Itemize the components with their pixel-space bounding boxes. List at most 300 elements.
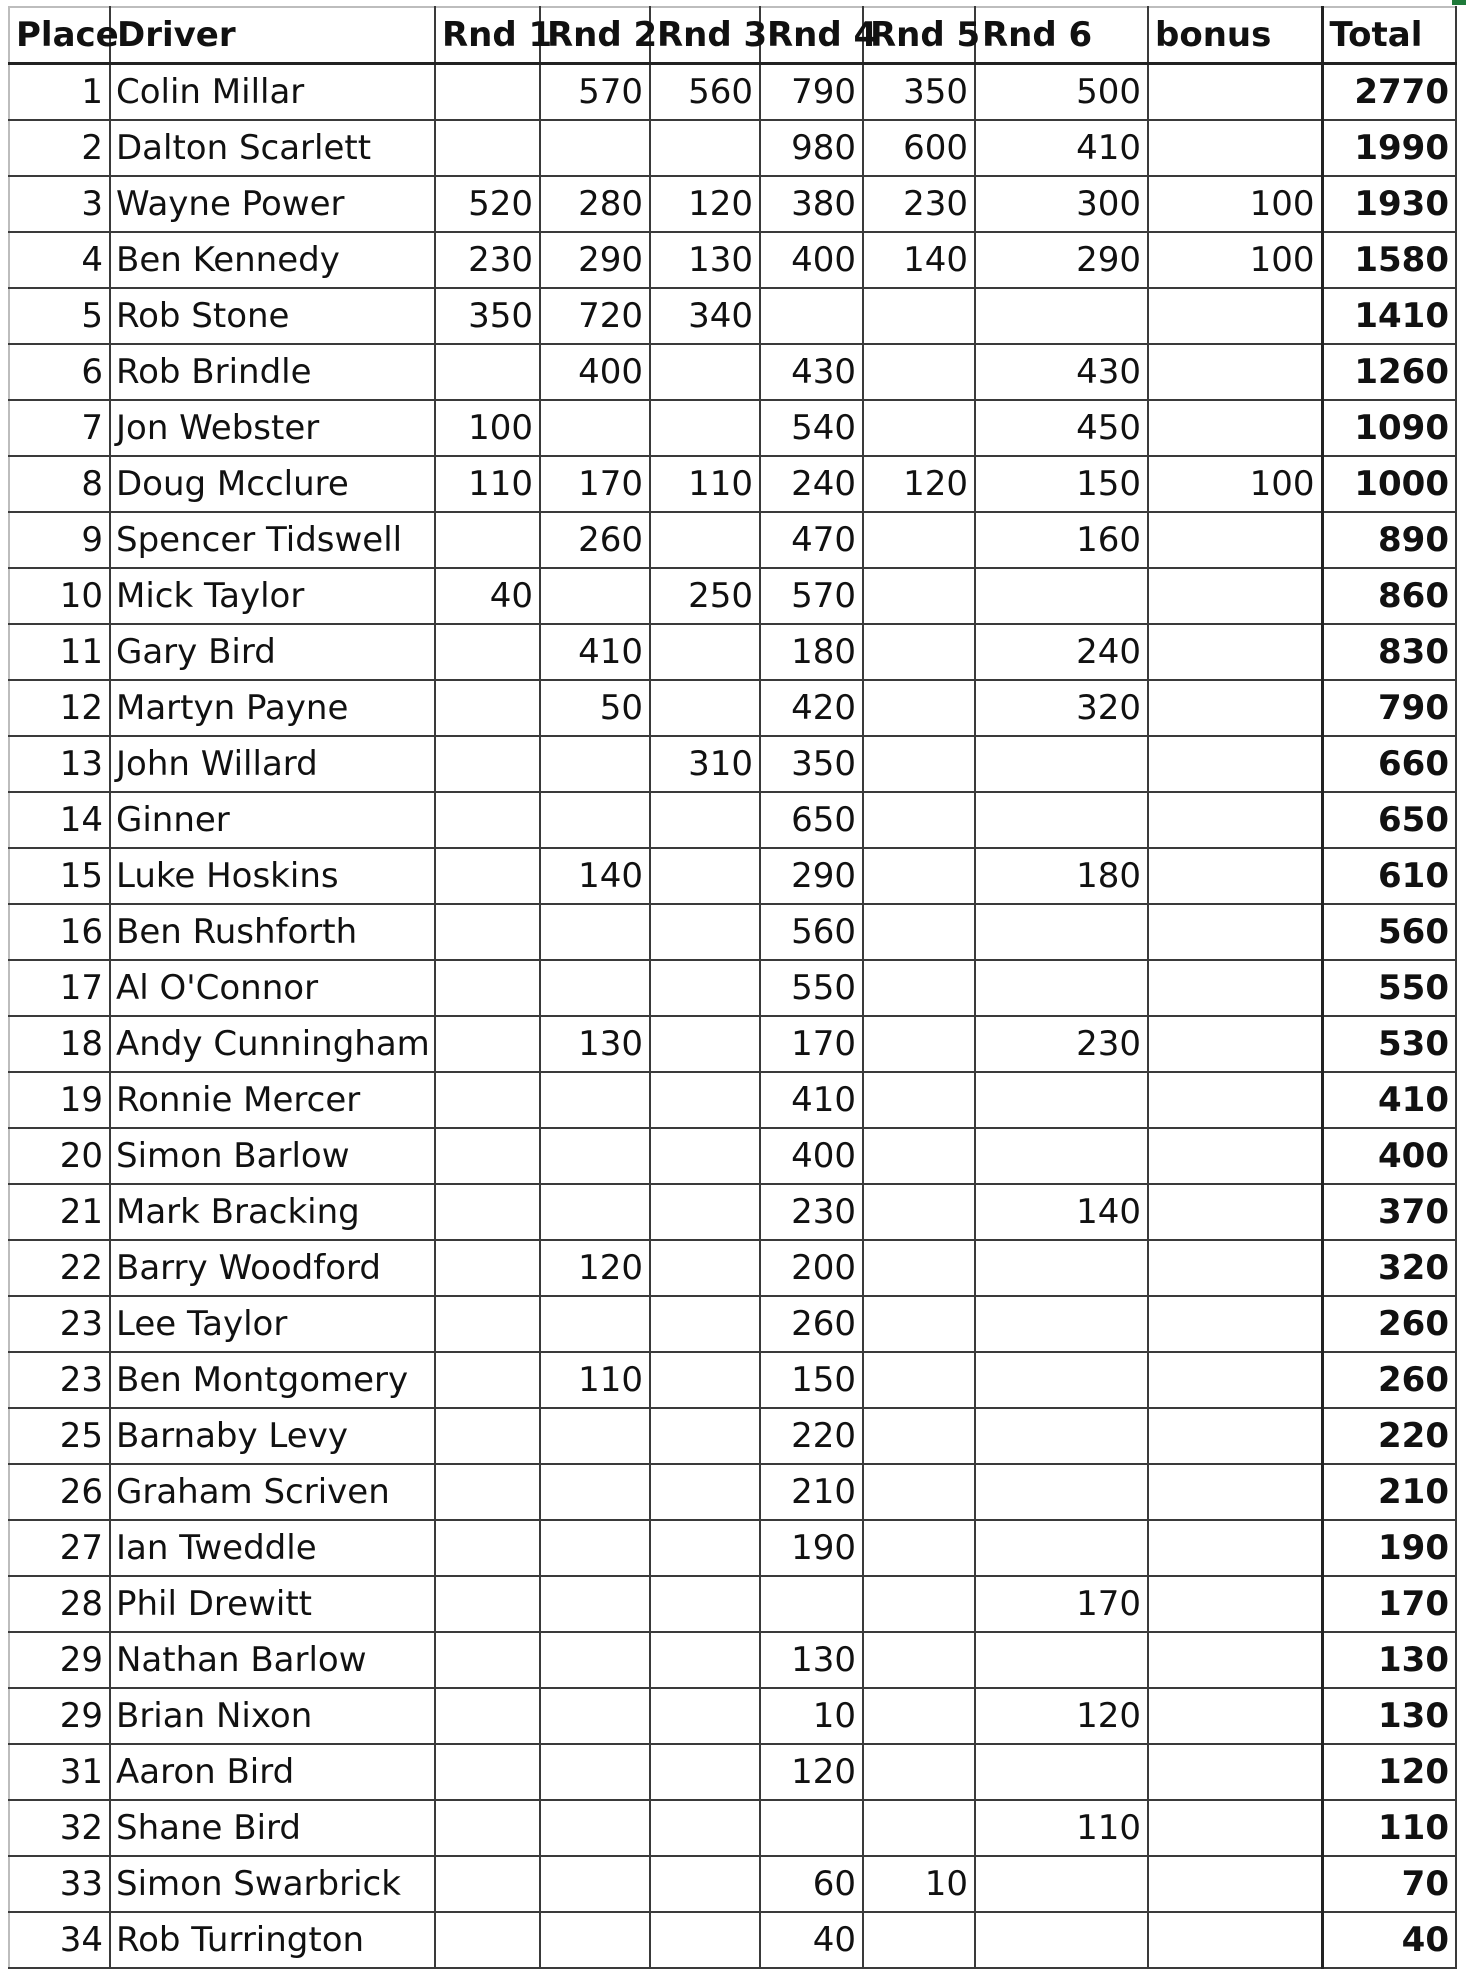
rnd-3-cell[interactable]: [650, 624, 760, 680]
rnd-3-cell[interactable]: [650, 1016, 760, 1072]
rnd-2-cell[interactable]: [540, 1184, 650, 1240]
driver-cell[interactable]: Ginner: [110, 792, 435, 848]
rnd-5-cell[interactable]: [863, 568, 975, 624]
rnd-6-cell[interactable]: [975, 792, 1148, 848]
rnd-5-cell[interactable]: 600: [863, 120, 975, 176]
place-cell[interactable]: 15: [9, 848, 110, 904]
rnd-5-cell[interactable]: [863, 1128, 975, 1184]
driver-cell[interactable]: Al O'Connor: [110, 960, 435, 1016]
header-driver[interactable]: Driver: [110, 7, 435, 64]
bonus-cell[interactable]: [1148, 1128, 1322, 1184]
place-cell[interactable]: 29: [9, 1688, 110, 1744]
rnd-5-cell[interactable]: [863, 624, 975, 680]
rnd-6-cell[interactable]: 410: [975, 120, 1148, 176]
rnd-4-cell[interactable]: 420: [760, 680, 863, 736]
rnd-2-cell[interactable]: 400: [540, 344, 650, 400]
rnd-4-cell[interactable]: 290: [760, 848, 863, 904]
rnd-2-cell[interactable]: [540, 1912, 650, 1968]
driver-cell[interactable]: Doug Mcclure: [110, 456, 435, 512]
rnd-3-cell[interactable]: [650, 120, 760, 176]
place-cell[interactable]: 31: [9, 1744, 110, 1800]
header-rnd-2[interactable]: Rnd 2: [540, 7, 650, 64]
rnd-2-cell[interactable]: [540, 960, 650, 1016]
rnd-4-cell[interactable]: 540: [760, 400, 863, 456]
rnd-2-cell[interactable]: [540, 400, 650, 456]
place-cell[interactable]: 34: [9, 1912, 110, 1968]
total-cell[interactable]: 560: [1322, 904, 1456, 960]
rnd-2-cell[interactable]: 50: [540, 680, 650, 736]
driver-cell[interactable]: Rob Stone: [110, 288, 435, 344]
total-cell[interactable]: 2770: [1322, 64, 1456, 121]
driver-cell[interactable]: Spencer Tidswell: [110, 512, 435, 568]
driver-cell[interactable]: Jon Webster: [110, 400, 435, 456]
bonus-cell[interactable]: [1148, 680, 1322, 736]
bonus-cell[interactable]: [1148, 1856, 1322, 1912]
bonus-cell[interactable]: [1148, 1072, 1322, 1128]
rnd-1-cell[interactable]: [435, 792, 540, 848]
bonus-cell[interactable]: 100: [1148, 232, 1322, 288]
rnd-5-cell[interactable]: [863, 1184, 975, 1240]
rnd-2-cell[interactable]: [540, 1520, 650, 1576]
bonus-cell[interactable]: [1148, 1632, 1322, 1688]
header-bonus[interactable]: bonus: [1148, 7, 1322, 64]
rnd-1-cell[interactable]: [435, 1800, 540, 1856]
rnd-3-cell[interactable]: [650, 904, 760, 960]
total-cell[interactable]: 170: [1322, 1576, 1456, 1632]
rnd-6-cell[interactable]: 140: [975, 1184, 1148, 1240]
rnd-3-cell[interactable]: [650, 792, 760, 848]
driver-cell[interactable]: Barry Woodford: [110, 1240, 435, 1296]
rnd-6-cell[interactable]: 500: [975, 64, 1148, 121]
bonus-cell[interactable]: [1148, 64, 1322, 121]
total-cell[interactable]: 860: [1322, 568, 1456, 624]
rnd-5-cell[interactable]: [863, 1800, 975, 1856]
place-cell[interactable]: 28: [9, 1576, 110, 1632]
rnd-3-cell[interactable]: [650, 1688, 760, 1744]
header-rnd-3[interactable]: Rnd 3: [650, 7, 760, 64]
rnd-4-cell[interactable]: [760, 1576, 863, 1632]
rnd-6-cell[interactable]: [975, 904, 1148, 960]
rnd-3-cell[interactable]: 340: [650, 288, 760, 344]
bonus-cell[interactable]: [1148, 1912, 1322, 1968]
header-rnd-4[interactable]: Rnd 4: [760, 7, 863, 64]
rnd-2-cell[interactable]: [540, 1128, 650, 1184]
rnd-5-cell[interactable]: [863, 1632, 975, 1688]
rnd-2-cell[interactable]: 130: [540, 1016, 650, 1072]
rnd-5-cell[interactable]: [863, 1016, 975, 1072]
rnd-4-cell[interactable]: 60: [760, 1856, 863, 1912]
header-place[interactable]: Place: [9, 7, 110, 64]
rnd-4-cell[interactable]: 470: [760, 512, 863, 568]
place-cell[interactable]: 7: [9, 400, 110, 456]
rnd-3-cell[interactable]: [650, 344, 760, 400]
rnd-5-cell[interactable]: [863, 792, 975, 848]
rnd-1-cell[interactable]: [435, 1520, 540, 1576]
rnd-3-cell[interactable]: [650, 1912, 760, 1968]
rnd-1-cell[interactable]: 40: [435, 568, 540, 624]
bonus-cell[interactable]: [1148, 1688, 1322, 1744]
place-cell[interactable]: 3: [9, 176, 110, 232]
rnd-3-cell[interactable]: [650, 1800, 760, 1856]
driver-cell[interactable]: Phil Drewitt: [110, 1576, 435, 1632]
rnd-2-cell[interactable]: [540, 792, 650, 848]
bonus-cell[interactable]: [1148, 344, 1322, 400]
rnd-2-cell[interactable]: [540, 120, 650, 176]
bonus-cell[interactable]: [1148, 848, 1322, 904]
rnd-2-cell[interactable]: 260: [540, 512, 650, 568]
rnd-4-cell[interactable]: 410: [760, 1072, 863, 1128]
driver-cell[interactable]: Dalton Scarlett: [110, 120, 435, 176]
rnd-5-cell[interactable]: [863, 400, 975, 456]
rnd-4-cell[interactable]: [760, 1800, 863, 1856]
rnd-1-cell[interactable]: [435, 680, 540, 736]
rnd-4-cell[interactable]: 130: [760, 1632, 863, 1688]
rnd-6-cell[interactable]: [975, 1856, 1148, 1912]
rnd-2-cell[interactable]: 720: [540, 288, 650, 344]
rnd-1-cell[interactable]: [435, 624, 540, 680]
rnd-3-cell[interactable]: [650, 1184, 760, 1240]
rnd-1-cell[interactable]: [435, 512, 540, 568]
total-cell[interactable]: 830: [1322, 624, 1456, 680]
rnd-1-cell[interactable]: [435, 1688, 540, 1744]
rnd-5-cell[interactable]: [863, 1464, 975, 1520]
rnd-3-cell[interactable]: 310: [650, 736, 760, 792]
total-cell[interactable]: 410: [1322, 1072, 1456, 1128]
rnd-5-cell[interactable]: [863, 1576, 975, 1632]
rnd-4-cell[interactable]: 380: [760, 176, 863, 232]
driver-cell[interactable]: Rob Brindle: [110, 344, 435, 400]
total-cell[interactable]: 110: [1322, 1800, 1456, 1856]
rnd-2-cell[interactable]: [540, 1856, 650, 1912]
rnd-3-cell[interactable]: [650, 960, 760, 1016]
rnd-4-cell[interactable]: 550: [760, 960, 863, 1016]
bonus-cell[interactable]: [1148, 904, 1322, 960]
rnd-5-cell[interactable]: 10: [863, 1856, 975, 1912]
driver-cell[interactable]: Ben Kennedy: [110, 232, 435, 288]
rnd-3-cell[interactable]: 110: [650, 456, 760, 512]
place-cell[interactable]: 19: [9, 1072, 110, 1128]
place-cell[interactable]: 33: [9, 1856, 110, 1912]
total-cell[interactable]: 320: [1322, 1240, 1456, 1296]
total-cell[interactable]: 120: [1322, 1744, 1456, 1800]
bonus-cell[interactable]: [1148, 960, 1322, 1016]
rnd-6-cell[interactable]: 170: [975, 1576, 1148, 1632]
place-cell[interactable]: 26: [9, 1464, 110, 1520]
rnd-3-cell[interactable]: [650, 848, 760, 904]
rnd-3-cell[interactable]: [650, 1408, 760, 1464]
rnd-6-cell[interactable]: [975, 1128, 1148, 1184]
rnd-6-cell[interactable]: [975, 288, 1148, 344]
rnd-5-cell[interactable]: [863, 1296, 975, 1352]
rnd-1-cell[interactable]: [435, 1632, 540, 1688]
place-cell[interactable]: 6: [9, 344, 110, 400]
driver-cell[interactable]: John Willard: [110, 736, 435, 792]
rnd-3-cell[interactable]: [650, 1632, 760, 1688]
bonus-cell[interactable]: [1148, 1296, 1322, 1352]
total-cell[interactable]: 610: [1322, 848, 1456, 904]
rnd-6-cell[interactable]: [975, 736, 1148, 792]
rnd-5-cell[interactable]: [863, 1912, 975, 1968]
bonus-cell[interactable]: [1148, 512, 1322, 568]
driver-cell[interactable]: Ronnie Mercer: [110, 1072, 435, 1128]
total-cell[interactable]: 1090: [1322, 400, 1456, 456]
rnd-4-cell[interactable]: 560: [760, 904, 863, 960]
rnd-1-cell[interactable]: [435, 1912, 540, 1968]
rnd-6-cell[interactable]: 300: [975, 176, 1148, 232]
rnd-5-cell[interactable]: [863, 1072, 975, 1128]
place-cell[interactable]: 21: [9, 1184, 110, 1240]
rnd-2-cell[interactable]: [540, 1632, 650, 1688]
rnd-3-cell[interactable]: [650, 1240, 760, 1296]
total-cell[interactable]: 190: [1322, 1520, 1456, 1576]
bonus-cell[interactable]: [1148, 1408, 1322, 1464]
driver-cell[interactable]: Ben Rushforth: [110, 904, 435, 960]
total-cell[interactable]: 370: [1322, 1184, 1456, 1240]
rnd-4-cell[interactable]: 150: [760, 1352, 863, 1408]
total-cell[interactable]: 660: [1322, 736, 1456, 792]
driver-cell[interactable]: Ben Montgomery: [110, 1352, 435, 1408]
bonus-cell[interactable]: [1148, 120, 1322, 176]
driver-cell[interactable]: Gary Bird: [110, 624, 435, 680]
place-cell[interactable]: 9: [9, 512, 110, 568]
rnd-2-cell[interactable]: [540, 568, 650, 624]
rnd-3-cell[interactable]: [650, 1464, 760, 1520]
driver-cell[interactable]: Aaron Bird: [110, 1744, 435, 1800]
rnd-5-cell[interactable]: [863, 1744, 975, 1800]
rnd-3-cell[interactable]: [650, 400, 760, 456]
rnd-1-cell[interactable]: 110: [435, 456, 540, 512]
driver-cell[interactable]: Luke Hoskins: [110, 848, 435, 904]
bonus-cell[interactable]: 100: [1148, 176, 1322, 232]
rnd-5-cell[interactable]: [863, 904, 975, 960]
place-cell[interactable]: 20: [9, 1128, 110, 1184]
rnd-4-cell[interactable]: 980: [760, 120, 863, 176]
rnd-5-cell[interactable]: [863, 1688, 975, 1744]
rnd-2-cell[interactable]: 570: [540, 64, 650, 121]
rnd-5-cell[interactable]: [863, 1520, 975, 1576]
rnd-5-cell[interactable]: [863, 848, 975, 904]
rnd-1-cell[interactable]: [435, 1464, 540, 1520]
rnd-2-cell[interactable]: 280: [540, 176, 650, 232]
place-cell[interactable]: 2: [9, 120, 110, 176]
place-cell[interactable]: 32: [9, 1800, 110, 1856]
rnd-3-cell[interactable]: [650, 512, 760, 568]
place-cell[interactable]: 8: [9, 456, 110, 512]
driver-cell[interactable]: Wayne Power: [110, 176, 435, 232]
place-cell[interactable]: 11: [9, 624, 110, 680]
rnd-2-cell[interactable]: 410: [540, 624, 650, 680]
rnd-5-cell[interactable]: [863, 344, 975, 400]
rnd-2-cell[interactable]: [540, 1688, 650, 1744]
rnd-4-cell[interactable]: 650: [760, 792, 863, 848]
rnd-3-cell[interactable]: 560: [650, 64, 760, 121]
bonus-cell[interactable]: [1148, 1744, 1322, 1800]
driver-cell[interactable]: Lee Taylor: [110, 1296, 435, 1352]
rnd-4-cell[interactable]: 430: [760, 344, 863, 400]
rnd-4-cell[interactable]: 180: [760, 624, 863, 680]
total-cell[interactable]: 260: [1322, 1296, 1456, 1352]
rnd-2-cell[interactable]: [540, 1744, 650, 1800]
rnd-6-cell[interactable]: 240: [975, 624, 1148, 680]
rnd-5-cell[interactable]: 120: [863, 456, 975, 512]
bonus-cell[interactable]: [1148, 568, 1322, 624]
total-cell[interactable]: 890: [1322, 512, 1456, 568]
total-cell[interactable]: 550: [1322, 960, 1456, 1016]
rnd-3-cell[interactable]: [650, 1296, 760, 1352]
rnd-6-cell[interactable]: 180: [975, 848, 1148, 904]
rnd-6-cell[interactable]: 110: [975, 1800, 1148, 1856]
place-cell[interactable]: 22: [9, 1240, 110, 1296]
bonus-cell[interactable]: [1148, 1576, 1322, 1632]
rnd-4-cell[interactable]: 190: [760, 1520, 863, 1576]
rnd-3-cell[interactable]: [650, 1352, 760, 1408]
rnd-4-cell[interactable]: 570: [760, 568, 863, 624]
bonus-cell[interactable]: [1148, 736, 1322, 792]
rnd-2-cell[interactable]: [540, 1464, 650, 1520]
driver-cell[interactable]: Rob Turrington: [110, 1912, 435, 1968]
rnd-4-cell[interactable]: 400: [760, 232, 863, 288]
total-cell[interactable]: 70: [1322, 1856, 1456, 1912]
rnd-4-cell[interactable]: 170: [760, 1016, 863, 1072]
rnd-1-cell[interactable]: [435, 848, 540, 904]
header-rnd-6[interactable]: Rnd 6: [975, 7, 1148, 64]
rnd-6-cell[interactable]: 290: [975, 232, 1148, 288]
driver-cell[interactable]: Ian Tweddle: [110, 1520, 435, 1576]
driver-cell[interactable]: Simon Swarbrick: [110, 1856, 435, 1912]
total-cell[interactable]: 1930: [1322, 176, 1456, 232]
rnd-2-cell[interactable]: 140: [540, 848, 650, 904]
rnd-4-cell[interactable]: 230: [760, 1184, 863, 1240]
rnd-6-cell[interactable]: [975, 1072, 1148, 1128]
rnd-3-cell[interactable]: 120: [650, 176, 760, 232]
rnd-6-cell[interactable]: [975, 1632, 1148, 1688]
rnd-1-cell[interactable]: [435, 1352, 540, 1408]
driver-cell[interactable]: Graham Scriven: [110, 1464, 435, 1520]
rnd-2-cell[interactable]: 120: [540, 1240, 650, 1296]
rnd-2-cell[interactable]: 170: [540, 456, 650, 512]
rnd-5-cell[interactable]: 140: [863, 232, 975, 288]
rnd-2-cell[interactable]: 110: [540, 1352, 650, 1408]
rnd-1-cell[interactable]: 100: [435, 400, 540, 456]
place-cell[interactable]: 13: [9, 736, 110, 792]
place-cell[interactable]: 25: [9, 1408, 110, 1464]
rnd-5-cell[interactable]: [863, 680, 975, 736]
rnd-4-cell[interactable]: 400: [760, 1128, 863, 1184]
rnd-6-cell[interactable]: [975, 1408, 1148, 1464]
total-cell[interactable]: 40: [1322, 1912, 1456, 1968]
bonus-cell[interactable]: [1148, 400, 1322, 456]
rnd-2-cell[interactable]: [540, 736, 650, 792]
header-total[interactable]: Total: [1322, 7, 1456, 64]
rnd-1-cell[interactable]: [435, 904, 540, 960]
rnd-1-cell[interactable]: [435, 64, 540, 121]
total-cell[interactable]: 650: [1322, 792, 1456, 848]
place-cell[interactable]: 29: [9, 1632, 110, 1688]
rnd-1-cell[interactable]: [435, 960, 540, 1016]
place-cell[interactable]: 16: [9, 904, 110, 960]
rnd-1-cell[interactable]: 230: [435, 232, 540, 288]
rnd-1-cell[interactable]: [435, 1856, 540, 1912]
rnd-6-cell[interactable]: [975, 1464, 1148, 1520]
bonus-cell[interactable]: [1148, 1016, 1322, 1072]
place-cell[interactable]: 23: [9, 1352, 110, 1408]
rnd-1-cell[interactable]: [435, 344, 540, 400]
driver-cell[interactable]: Colin Millar: [110, 64, 435, 121]
total-cell[interactable]: 1260: [1322, 344, 1456, 400]
rnd-3-cell[interactable]: [650, 680, 760, 736]
rnd-1-cell[interactable]: [435, 1240, 540, 1296]
rnd-2-cell[interactable]: [540, 1072, 650, 1128]
driver-cell[interactable]: Mark Bracking: [110, 1184, 435, 1240]
total-cell[interactable]: 130: [1322, 1632, 1456, 1688]
rnd-6-cell[interactable]: [975, 568, 1148, 624]
bonus-cell[interactable]: [1148, 624, 1322, 680]
place-cell[interactable]: 14: [9, 792, 110, 848]
rnd-2-cell[interactable]: [540, 1408, 650, 1464]
rnd-4-cell[interactable]: 220: [760, 1408, 863, 1464]
rnd-6-cell[interactable]: 430: [975, 344, 1148, 400]
rnd-4-cell[interactable]: 350: [760, 736, 863, 792]
rnd-1-cell[interactable]: [435, 1408, 540, 1464]
bonus-cell[interactable]: [1148, 1464, 1322, 1520]
rnd-2-cell[interactable]: [540, 1576, 650, 1632]
rnd-2-cell[interactable]: [540, 1296, 650, 1352]
rnd-1-cell[interactable]: [435, 1576, 540, 1632]
place-cell[interactable]: 1: [9, 64, 110, 121]
rnd-3-cell[interactable]: [650, 1072, 760, 1128]
rnd-6-cell[interactable]: [975, 1352, 1148, 1408]
rnd-4-cell[interactable]: 240: [760, 456, 863, 512]
header-rnd-5[interactable]: Rnd 5: [863, 7, 975, 64]
rnd-3-cell[interactable]: [650, 1520, 760, 1576]
total-cell[interactable]: 1580: [1322, 232, 1456, 288]
rnd-5-cell[interactable]: [863, 512, 975, 568]
bonus-cell[interactable]: [1148, 1184, 1322, 1240]
rnd-1-cell[interactable]: [435, 1184, 540, 1240]
rnd-1-cell[interactable]: [435, 736, 540, 792]
rnd-6-cell[interactable]: [975, 960, 1148, 1016]
rnd-4-cell[interactable]: 790: [760, 64, 863, 121]
rnd-3-cell[interactable]: 250: [650, 568, 760, 624]
rnd-4-cell[interactable]: 40: [760, 1912, 863, 1968]
total-cell[interactable]: 130: [1322, 1688, 1456, 1744]
rnd-6-cell[interactable]: 450: [975, 400, 1148, 456]
rnd-1-cell[interactable]: [435, 120, 540, 176]
rnd-1-cell[interactable]: [435, 1296, 540, 1352]
total-cell[interactable]: 1410: [1322, 288, 1456, 344]
total-cell[interactable]: 1990: [1322, 120, 1456, 176]
place-cell[interactable]: 12: [9, 680, 110, 736]
driver-cell[interactable]: Brian Nixon: [110, 1688, 435, 1744]
rnd-1-cell[interactable]: [435, 1016, 540, 1072]
place-cell[interactable]: 18: [9, 1016, 110, 1072]
driver-cell[interactable]: Martyn Payne: [110, 680, 435, 736]
rnd-6-cell[interactable]: 150: [975, 456, 1148, 512]
rnd-4-cell[interactable]: 210: [760, 1464, 863, 1520]
total-cell[interactable]: 790: [1322, 680, 1456, 736]
rnd-5-cell[interactable]: [863, 288, 975, 344]
rnd-6-cell[interactable]: [975, 1520, 1148, 1576]
place-cell[interactable]: 23: [9, 1296, 110, 1352]
rnd-6-cell[interactable]: 230: [975, 1016, 1148, 1072]
rnd-6-cell[interactable]: 160: [975, 512, 1148, 568]
rnd-1-cell[interactable]: [435, 1744, 540, 1800]
rnd-6-cell[interactable]: 120: [975, 1688, 1148, 1744]
rnd-5-cell[interactable]: [863, 1240, 975, 1296]
rnd-5-cell[interactable]: [863, 736, 975, 792]
rnd-1-cell[interactable]: 520: [435, 176, 540, 232]
driver-cell[interactable]: Simon Barlow: [110, 1128, 435, 1184]
